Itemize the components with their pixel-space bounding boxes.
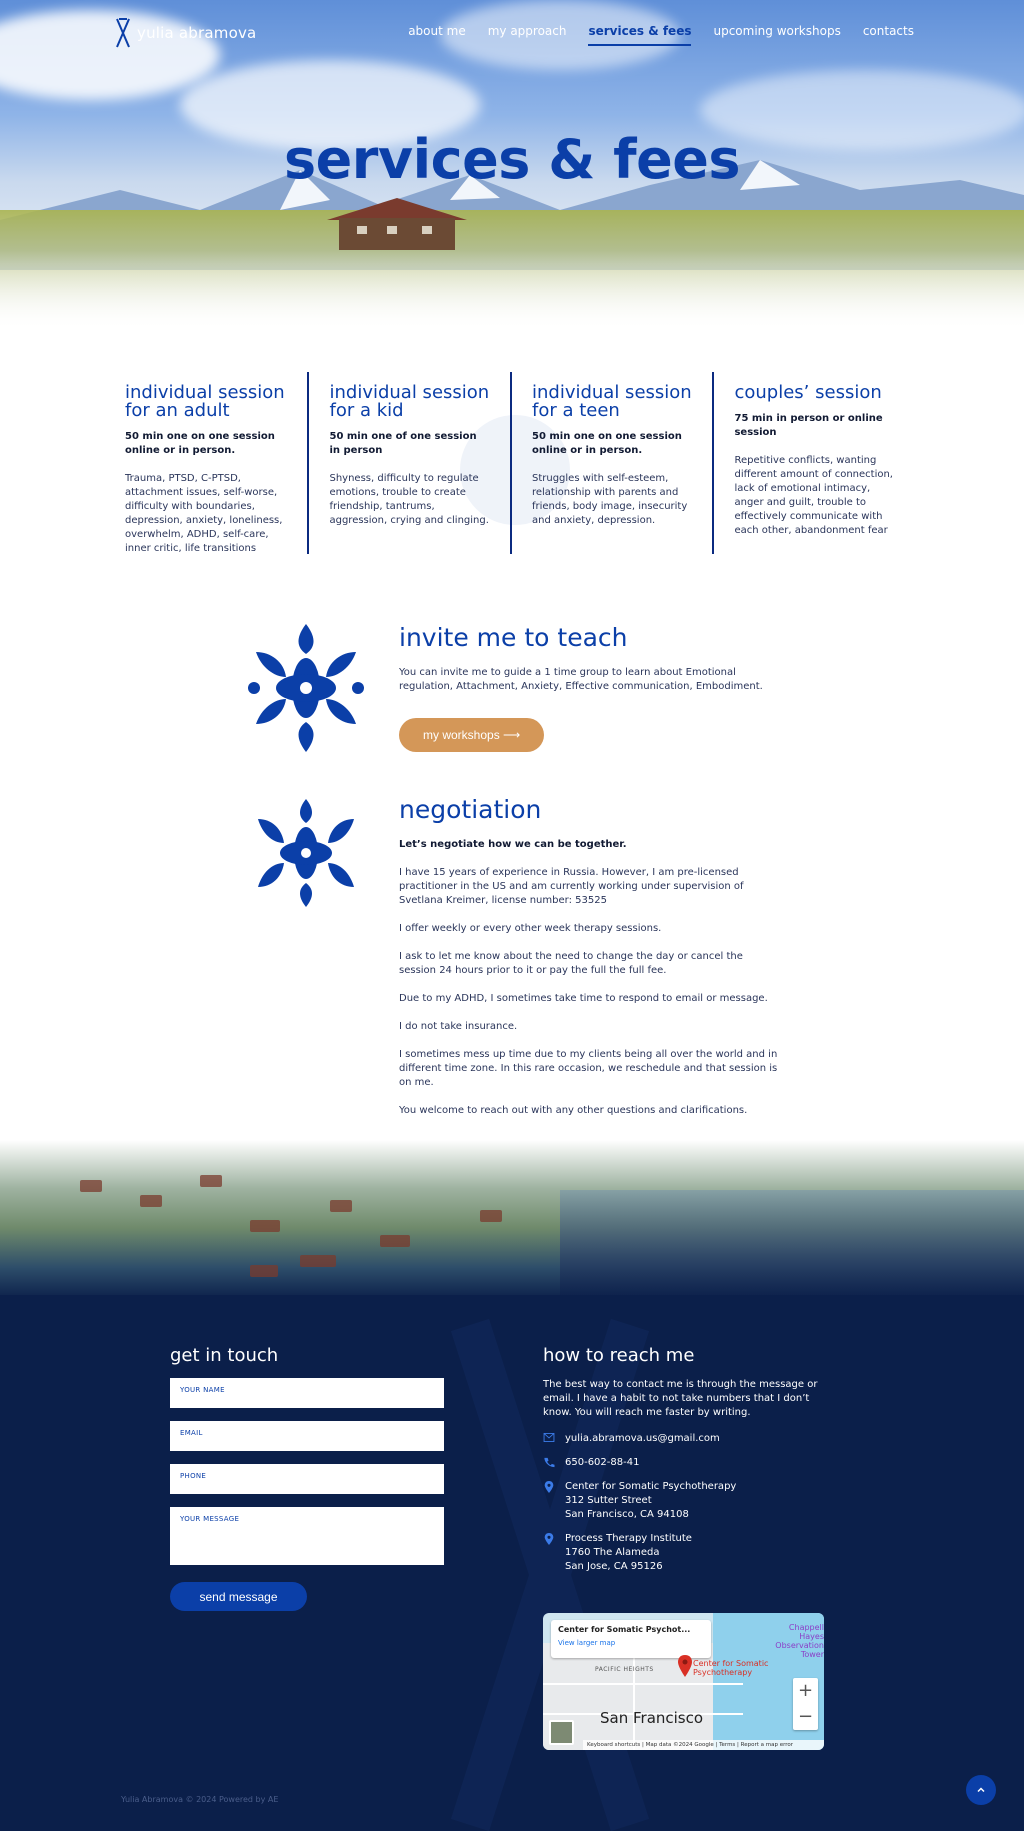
map-zoom-controls	[793, 1678, 818, 1730]
service-duration: 75 min in person or online session	[734, 413, 883, 438]
negotiation-paragraph: I have 15 years of experience in Russia. However, I am pre-licensed practitioner in the US and am currently working under supervision of Svetlana Kreimer, license number: 53525	[399, 867, 744, 906]
negotiation-lead: Let’s negotiate how we can be together.	[399, 839, 627, 850]
footer	[0, 1295, 1024, 1831]
teach-title: invite me to teach	[399, 623, 628, 652]
logo-mark-icon	[115, 17, 131, 49]
location-city: San Francisco, CA 94108	[565, 1509, 689, 1520]
location-city: San Jose, CA 95126	[565, 1561, 663, 1572]
map-pin-label: Center for Somatic Psychotherapy	[693, 1659, 769, 1677]
negotiation-title: negotiation	[399, 795, 542, 824]
email-row	[543, 1432, 825, 1446]
copyright: Yulia Abramova © 2024 Powered by AE	[121, 1795, 279, 1804]
phone-field[interactable]: PHONE	[170, 1464, 444, 1494]
my-workshops-button[interactable]: my workshops ⟶	[399, 718, 544, 752]
map-area-label: Chappell Hayes Observation Tower	[775, 1623, 824, 1659]
negotiation-paragraph: I ask to let me know about the need to change the day or cancel the session 24 hours prior to it or pay the full the full fee.	[399, 951, 743, 976]
service-teen	[510, 372, 713, 554]
phone-row	[543, 1456, 825, 1470]
service-title: individual session for a kid	[329, 382, 490, 421]
service-description: Struggles with self-esteem, relationship with parents and friends, body image, insecurity and anxiety, depression.	[531, 473, 688, 526]
house-decoration	[140, 1195, 162, 1207]
service-duration: 50 min one on one session online or in person.	[531, 431, 682, 456]
house-decoration	[200, 1175, 222, 1187]
mail-icon	[543, 1432, 555, 1442]
page-title: services & fees	[284, 128, 740, 191]
location-address	[565, 1480, 736, 1522]
service-duration: 50 min one on one session online or in person.	[125, 431, 275, 456]
location-row	[543, 1480, 825, 1522]
negotiation-paragraph: Due to my ADHD, I sometimes take time to respond to email or message.	[399, 993, 768, 1004]
chevron-up-icon	[976, 1785, 986, 1795]
service-title: individual session for an adult	[125, 382, 285, 421]
location-street: 312 Sutter Street	[565, 1495, 652, 1506]
house-decoration	[480, 1210, 502, 1222]
house-decoration	[300, 1255, 336, 1267]
negotiation-paragraph: I sometimes mess up time due to my clients being all over the world and in different time zone. In this rare occasion, we reschedule and that session is on me.	[399, 1049, 778, 1088]
contact-form	[170, 1345, 444, 1611]
location-street: 1760 The Alameda	[565, 1547, 660, 1558]
logo[interactable]	[115, 17, 256, 49]
negotiation-section	[399, 795, 779, 1118]
reach-intro: The best way to contact me is through the message or email. I have a habit to not take numbers that I don’t know. You will reach me faster by writing.	[543, 1379, 818, 1418]
phone-icon	[543, 1456, 555, 1468]
ornament-icon	[246, 622, 366, 754]
map-road	[543, 1683, 743, 1685]
lake-decoration	[560, 1190, 1024, 1300]
map-road	[633, 1643, 635, 1750]
nav-my-approach[interactable]: my approach	[487, 24, 567, 38]
map-area-label: PACIFIC HEIGHTS	[595, 1666, 654, 1673]
services-list	[105, 372, 915, 554]
negotiation-paragraph: I do not take insurance.	[399, 1021, 518, 1032]
email-link[interactable]: yulia.abramova.us@gmail.com	[565, 1433, 720, 1444]
location-name: Process Therapy Institute	[565, 1533, 692, 1544]
send-message-button[interactable]: send message	[170, 1582, 307, 1611]
service-title: couples’ session	[734, 382, 882, 403]
map-satellite-toggle[interactable]	[549, 1720, 574, 1745]
service-duration: 50 min one of one session in person	[329, 431, 477, 456]
logo-text: yulia abramova	[137, 24, 257, 42]
service-description: Shyness, difficulty to regulate emotions, trouble to create friendship, tantrums, aggression, crying and clinging.	[329, 473, 489, 526]
ornament-icon	[246, 797, 366, 909]
negotiation-paragraph: I offer weekly or every other week therapy sessions.	[399, 923, 662, 934]
house-decoration	[380, 1235, 410, 1247]
location-name: Center for Somatic Psychotherapy	[565, 1481, 737, 1492]
reach-section	[543, 1345, 825, 1574]
chalet-illustration	[327, 196, 467, 252]
nav-upcoming-workshops[interactable]: upcoming workshops	[713, 24, 841, 38]
hero-fade	[0, 250, 1024, 330]
house-decoration	[80, 1180, 102, 1192]
view-larger-map-link[interactable]: View larger map	[558, 1639, 616, 1647]
service-couples	[712, 372, 915, 554]
map-city-label: San Francisco	[600, 1709, 704, 1727]
location-pin-icon	[543, 1532, 555, 1545]
zoom-out-button[interactable]: −	[797, 1706, 814, 1727]
service-title: individual session for a teen	[531, 382, 692, 421]
google-map[interactable]	[543, 1613, 824, 1750]
map-pin-icon[interactable]	[677, 1655, 693, 1677]
service-description: Repetitive conflicts, wanting different amount of connection, lack of emotional intimacy, anger and guilt, trouble to effectively communicate with each other, abandonment fear	[734, 455, 893, 536]
main-nav	[408, 24, 914, 46]
nav-contacts[interactable]: contacts	[862, 24, 914, 38]
service-adult	[105, 372, 307, 554]
map-attribution: Keyboard shortcuts | Map data ©2024 Google | Terms | Report a map error	[583, 1740, 824, 1750]
location-address	[565, 1532, 692, 1574]
house-decoration	[250, 1265, 278, 1277]
zoom-in-button[interactable]: +	[797, 1680, 814, 1701]
reach-title: how to reach me	[543, 1345, 695, 1366]
scroll-to-top-button[interactable]	[966, 1775, 996, 1805]
location-row	[543, 1532, 825, 1574]
email-field[interactable]: EMAIL	[170, 1421, 444, 1451]
service-description: Trauma, PTSD, C-PTSD, attachment issues, self-worse, difficulty with boundaries, depression, anxiety, loneliness, overwhelm, ADHD, self-care, inner critic, life transitions	[125, 473, 283, 554]
location-pin-icon	[543, 1480, 555, 1493]
map-card-title: Center for Somatic Psychot...	[558, 1625, 691, 1634]
village-banner	[0, 1140, 1024, 1300]
nav-about-me[interactable]: about me	[408, 24, 466, 38]
map-info-card	[551, 1620, 711, 1658]
house-decoration	[250, 1220, 280, 1232]
house-decoration	[330, 1200, 352, 1212]
phone-link[interactable]: 650-602-88-41	[565, 1457, 640, 1468]
name-field[interactable]: YOUR NAME	[170, 1378, 444, 1408]
message-field[interactable]: YOUR MESSAGE	[170, 1507, 444, 1565]
nav-services-fees[interactable]: services & fees	[588, 24, 691, 46]
teach-text: You can invite me to guide a 1 time group to learn about Emotional regulation, Attachment, Anxiety, Effective communication, Embodiment.	[399, 667, 763, 692]
negotiation-paragraph: You welcome to reach out with any other questions and clarifications.	[399, 1105, 748, 1116]
contact-form-title: get in touch	[170, 1345, 279, 1366]
teach-section	[399, 623, 779, 752]
service-kid	[307, 372, 510, 554]
